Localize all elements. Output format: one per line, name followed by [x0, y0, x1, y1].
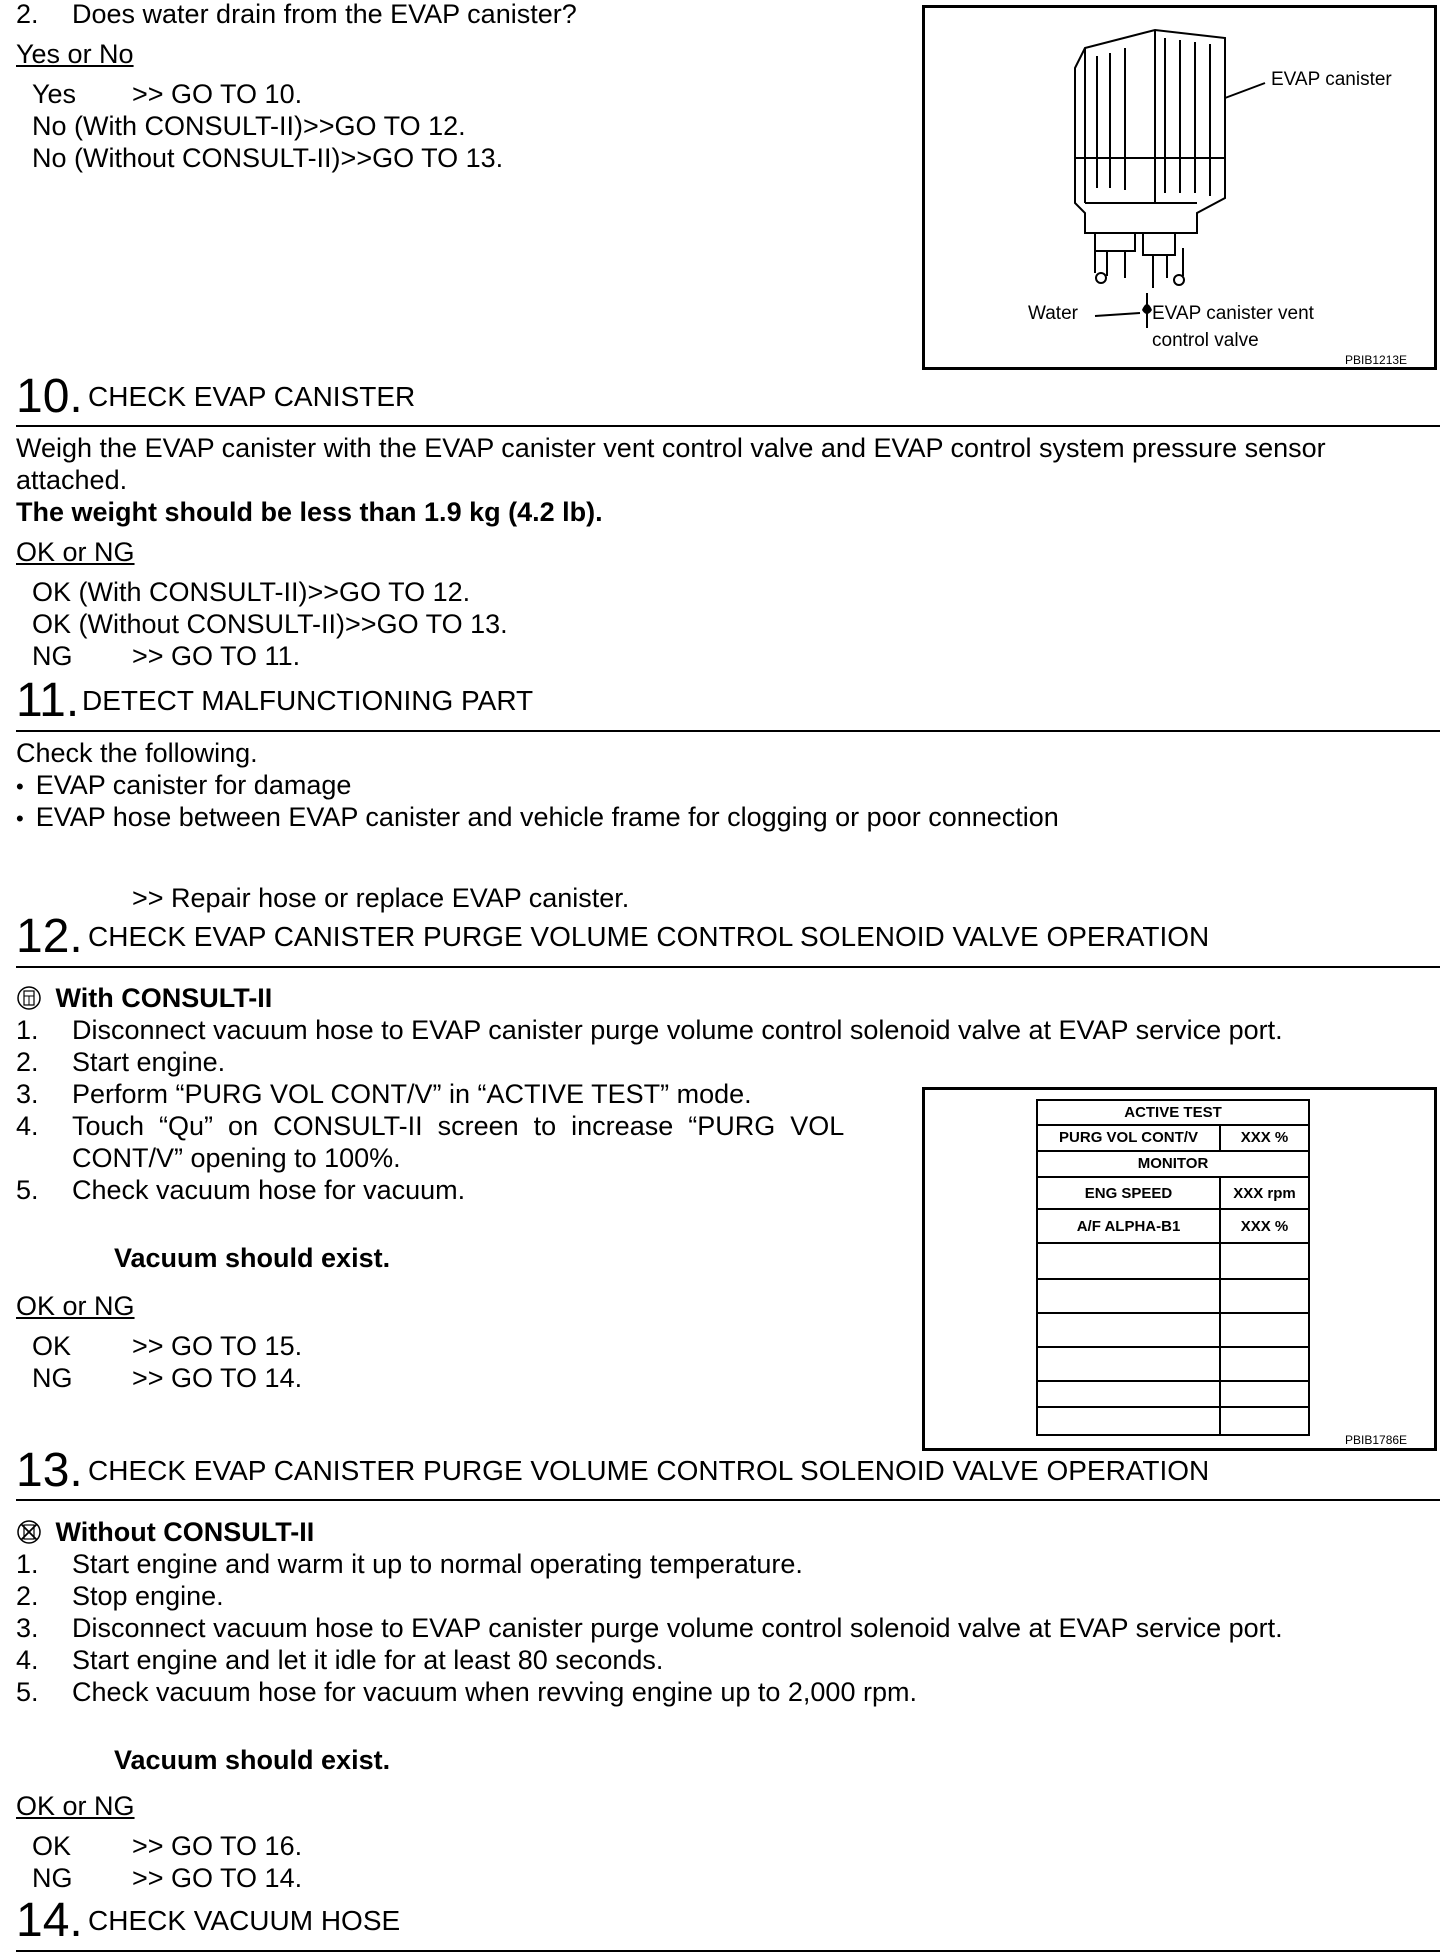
- option-action[interactable]: >> Repair hose or replace EVAP canister.: [132, 883, 630, 913]
- step-11-number: 11.: [16, 674, 80, 727]
- label-vent-control-valve-line1: EVAP canister vent: [1152, 303, 1314, 324]
- option-action[interactable]: >> GO TO 14.: [132, 1363, 303, 1393]
- option-label: NG: [32, 1363, 73, 1393]
- vacuum-spec: Vacuum should exist.: [114, 1243, 391, 1273]
- section-rule: [16, 425, 1440, 427]
- bullet-text: EVAP canister for damage: [35, 770, 352, 800]
- step-13-item-text: Disconnect vacuum hose to EVAP canister purge volume control solenoid valve at EVAP service port.: [72, 1613, 1283, 1643]
- without-consult-label: Without CONSULT-II: [55, 1517, 315, 1547]
- section-rule: [16, 1950, 1440, 1952]
- option-label[interactable]: OK (With CONSULT-II)>>GO TO 12.: [32, 577, 471, 607]
- ok-or-ng-heading: OK or NG: [16, 537, 135, 567]
- step-12-item-text: Disconnect vacuum hose to EVAP canister purge volume control solenoid valve at EVAP service port.: [72, 1015, 1283, 1045]
- step-13-item-text: Start engine and let it idle for at least 80 seconds.: [72, 1645, 664, 1675]
- label-vent-control-valve-line2: control valve: [1152, 330, 1259, 351]
- with-consult-label: With CONSULT-II: [55, 983, 273, 1013]
- option-label[interactable]: OK (Without CONSULT-II)>>GO TO 13.: [32, 609, 508, 639]
- step-13-title: CHECK EVAP CANISTER PURGE VOLUME CONTROL SOLENOID VALVE OPERATION: [88, 1455, 1210, 1486]
- step-10-number: 10.: [16, 370, 83, 423]
- eng-speed-label: ENG SPEED: [1084, 1185, 1173, 1202]
- option-action[interactable]: >> GO TO 16.: [132, 1831, 303, 1861]
- bullet-marker: •: [16, 774, 24, 799]
- step-12-number: 12.: [16, 910, 83, 963]
- step-14-title: CHECK VACUUM HOSE: [88, 1905, 401, 1936]
- step-12-item-text: Start engine.: [72, 1047, 226, 1077]
- without-consult-heading: [16, 1516, 314, 1548]
- option-label[interactable]: No (With CONSULT-II)>>GO TO 12.: [32, 111, 466, 141]
- step-11-title: DETECT MALFUNCTIONING PART: [82, 685, 534, 716]
- af-alpha-value: XXX %: [1240, 1218, 1289, 1235]
- section-rule: [16, 1499, 1440, 1501]
- active-test-figure: [922, 1087, 1437, 1451]
- step-10-body: Weigh the EVAP canister with the EVAP canister vent control valve and EVAP control system pressure sensor: [16, 433, 1326, 463]
- bullet-text: EVAP hose between EVAP canister and vehicle frame for clogging or poor connection: [35, 802, 1059, 832]
- step-13-item-number: 2.: [16, 1581, 39, 1611]
- vacuum-spec: Vacuum should exist.: [114, 1745, 391, 1775]
- step-12-item-text: Touch “Qu” on CONSULT-II screen to increase “PURG VOL: [72, 1111, 845, 1141]
- label-water: Water: [1028, 303, 1078, 324]
- step-12-item-text: Check vacuum hose for vacuum.: [72, 1175, 466, 1205]
- option-label: OK: [32, 1331, 72, 1361]
- option-label[interactable]: No (Without CONSULT-II)>>GO TO 13.: [32, 143, 504, 173]
- step-13-item-text: Start engine and warm it up to normal operating temperature.: [72, 1549, 803, 1579]
- step-13-item-number: 1.: [16, 1549, 39, 1579]
- eng-speed-value: XXX rpm: [1233, 1185, 1296, 1202]
- bullet-item: [16, 801, 1059, 835]
- bullet-item: [16, 769, 351, 803]
- consult-icon: [16, 985, 42, 1011]
- step9-item2-text: Does water drain from the EVAP canister?: [72, 0, 577, 29]
- figure-code: PBIB1786E: [1345, 1433, 1408, 1447]
- step-12-title: CHECK EVAP CANISTER PURGE VOLUME CONTROL SOLENOID VALVE OPERATION: [88, 921, 1210, 952]
- option-action[interactable]: >> GO TO 11.: [132, 641, 301, 671]
- option-label: NG: [32, 1863, 73, 1893]
- bullet-marker: •: [16, 806, 24, 831]
- step-13-item-text: Stop engine.: [72, 1581, 224, 1611]
- step-12-item-text: Perform “PURG VOL CONT/V” in “ACTIVE TEST” mode.: [72, 1079, 752, 1109]
- option-action[interactable]: >> GO TO 10.: [132, 79, 303, 109]
- option-action[interactable]: >> GO TO 15.: [132, 1331, 303, 1361]
- step-12-item-text-cont: CONT/V” opening to 100%.: [72, 1143, 401, 1173]
- af-alpha-label: A/F ALPHA-B1: [1076, 1218, 1181, 1235]
- figure-code: PBIB1213E: [1345, 353, 1408, 367]
- evap-canister-figure: [922, 5, 1437, 370]
- option-action[interactable]: >> GO TO 14.: [132, 1863, 303, 1893]
- yes-or-no-heading: Yes or No: [16, 39, 134, 69]
- purg-vol-value: XXX %: [1240, 1129, 1289, 1146]
- step-12-item-number: 4.: [16, 1111, 39, 1141]
- section-rule: [16, 966, 1440, 968]
- step-12-item-number: 2.: [16, 1047, 39, 1077]
- step-13-item-number: 3.: [16, 1613, 39, 1643]
- step-10-body-cont: attached.: [16, 465, 128, 495]
- step-12-item-number: 3.: [16, 1079, 39, 1109]
- step-14-number: 14.: [16, 1894, 83, 1947]
- ok-or-ng-heading: OK or NG: [16, 1291, 135, 1321]
- section-rule: [16, 730, 1440, 732]
- option-label: NG: [32, 641, 73, 671]
- step-13-item-text: Check vacuum hose for vacuum when revving engine up to 2,000 rpm.: [72, 1677, 917, 1707]
- weight-spec: The weight should be less than 1.9 kg (4.2 lb).: [16, 497, 603, 527]
- ok-or-ng-heading: OK or NG: [16, 1791, 135, 1821]
- step-11-intro: Check the following.: [16, 738, 258, 768]
- step-13-item-number: 5.: [16, 1677, 39, 1707]
- no-consult-icon: [16, 1519, 42, 1545]
- label-evap-canister: EVAP canister: [1271, 69, 1392, 90]
- purg-vol-label: PURG VOL CONT/V: [1059, 1129, 1198, 1146]
- with-consult-heading: [16, 982, 272, 1014]
- option-label: Yes: [32, 79, 77, 109]
- step9-item2-number: 2.: [16, 0, 39, 29]
- monitor-header: MONITOR: [1137, 1155, 1209, 1172]
- active-test-header: ACTIVE TEST: [1124, 1104, 1222, 1121]
- step-12-item-number: 5.: [16, 1175, 39, 1205]
- step-13-item-number: 4.: [16, 1645, 39, 1675]
- step-13-number: 13.: [16, 1444, 83, 1497]
- option-label: OK: [32, 1831, 72, 1861]
- step-12-item-number: 1.: [16, 1015, 39, 1045]
- step-10-title: CHECK EVAP CANISTER: [88, 381, 416, 412]
